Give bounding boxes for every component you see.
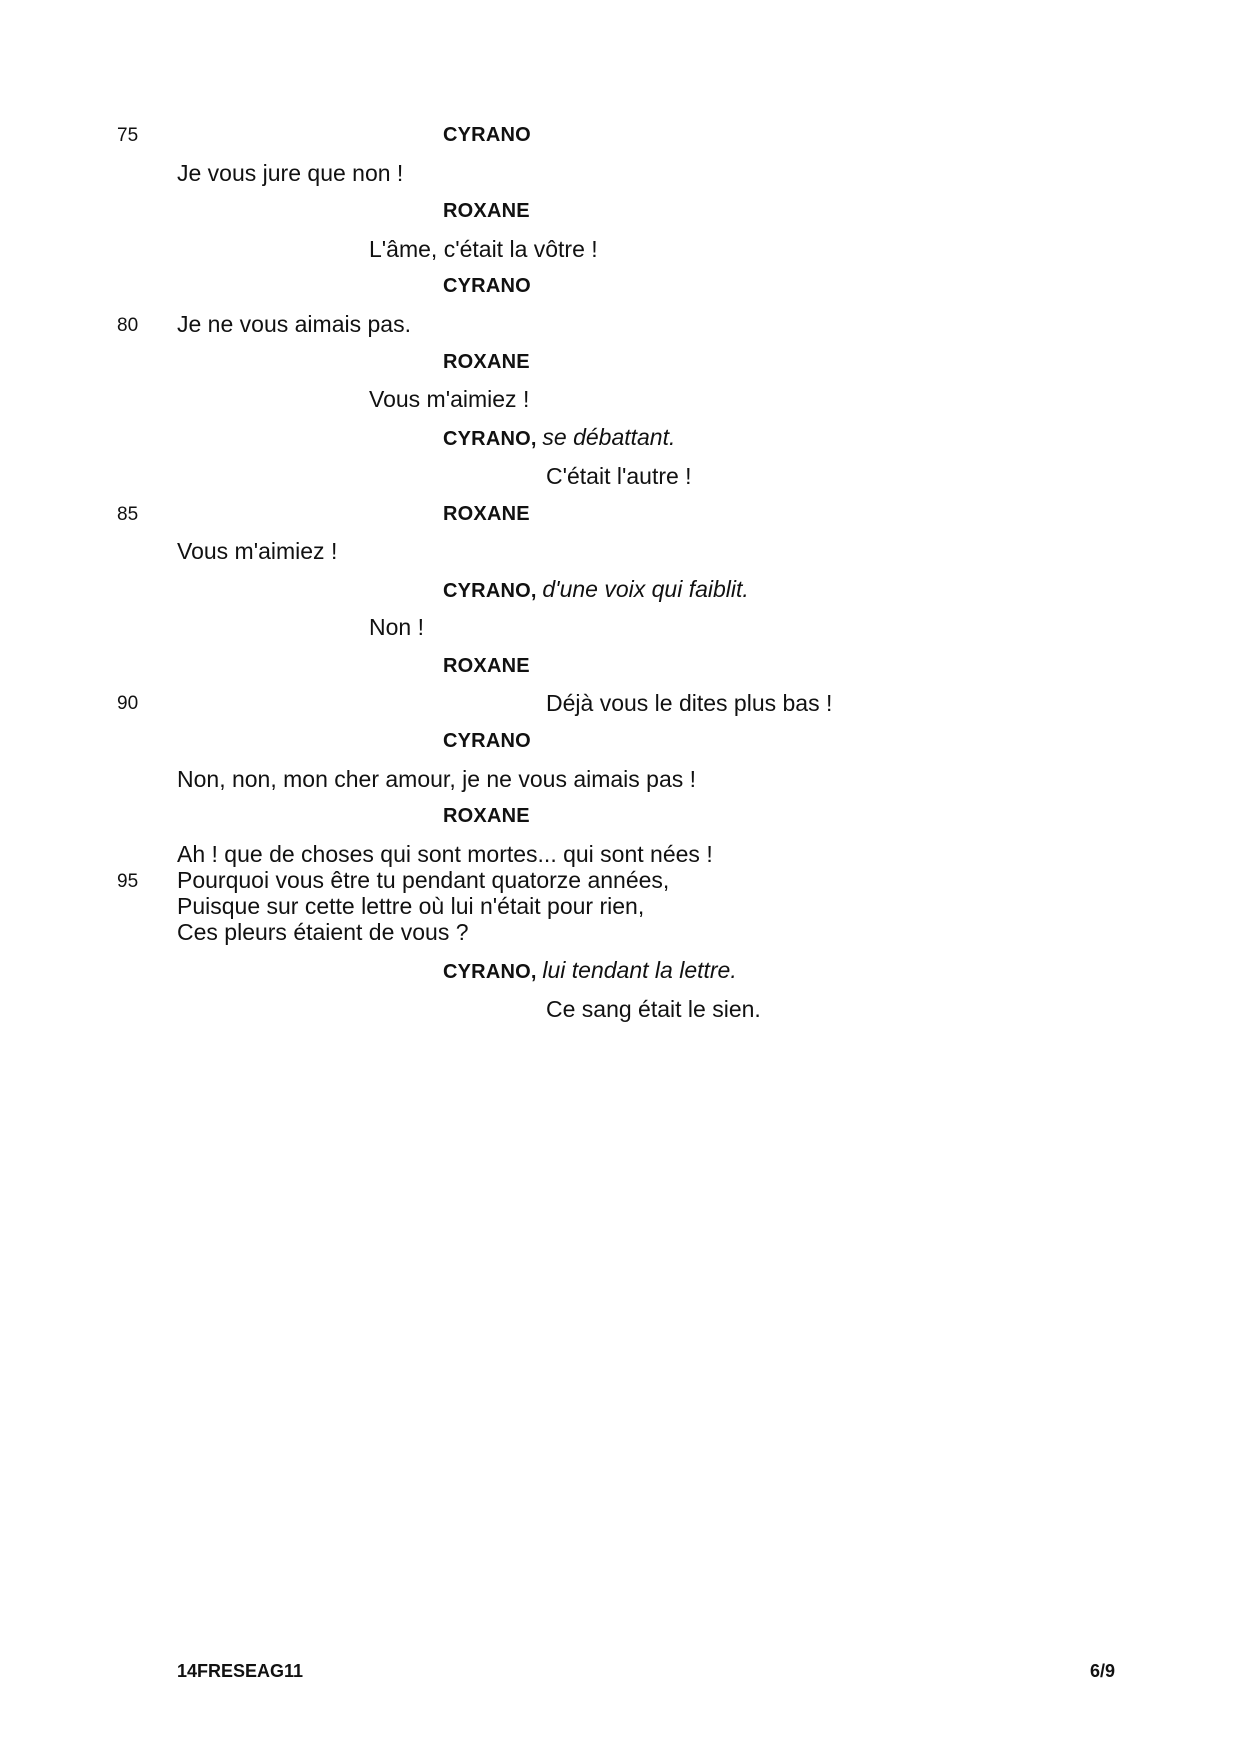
verse-line: Vous m'aimiez ! bbox=[177, 538, 338, 564]
verse-line: Pourquoi vous être tu pendant quatorze années, bbox=[177, 867, 670, 893]
stage-direction: se débattant. bbox=[542, 424, 676, 450]
verse-line: Non, non, mon cher amour, je ne vous aimais pas ! bbox=[177, 766, 697, 792]
speaker-cyrano: CYRANO bbox=[443, 275, 531, 297]
page-number: 6/9 bbox=[1090, 1661, 1116, 1681]
document-code: 14FRESEAG11 bbox=[177, 1661, 304, 1681]
verse-line: Je ne vous aimais pas. bbox=[177, 311, 411, 337]
line-number-75: 75 bbox=[117, 125, 139, 146]
stage-direction: lui tendant la lettre. bbox=[542, 957, 737, 983]
verse-line: Déjà vous le dites plus bas ! bbox=[546, 690, 833, 716]
speaker-cyrano: CYRANO bbox=[443, 730, 531, 752]
verse-block bbox=[177, 841, 713, 945]
verse-line: Puisque sur cette lettre où lui n'était pour rien, bbox=[177, 893, 645, 919]
verse-line: Non ! bbox=[369, 614, 424, 640]
verse-line: L'âme, c'était la vôtre ! bbox=[369, 236, 598, 262]
speaker-cyrano-with-direction: CYRANO, lui tendant la lettre. bbox=[443, 957, 737, 983]
speaker-cyrano: CYRANO bbox=[443, 124, 531, 146]
verse-line: Ce sang était le sien. bbox=[546, 996, 761, 1022]
stage-direction: d'une voix qui faiblit. bbox=[542, 576, 749, 602]
speaker-roxane: ROXANE bbox=[443, 805, 530, 827]
verse-line: Je vous jure que non ! bbox=[177, 160, 404, 186]
speaker-cyrano-with-direction: CYRANO, se débattant. bbox=[443, 424, 676, 450]
speaker-roxane: ROXANE bbox=[443, 503, 530, 525]
verse-line: Vous m'aimiez ! bbox=[369, 386, 530, 412]
line-number-90: 90 bbox=[117, 693, 139, 714]
speaker-name: CYRANO bbox=[443, 428, 531, 450]
verse-line: Ah ! que de choses qui sont mortes... qui sont nées ! bbox=[177, 841, 713, 867]
line-number-95: 95 bbox=[117, 871, 139, 892]
verse-line: Ces pleurs étaient de vous ? bbox=[177, 919, 469, 945]
speaker-roxane: ROXANE bbox=[443, 655, 530, 677]
speaker-roxane: ROXANE bbox=[443, 200, 530, 222]
speaker-roxane: ROXANE bbox=[443, 351, 530, 373]
line-number-85: 85 bbox=[117, 504, 139, 525]
speaker-name: CYRANO bbox=[443, 961, 531, 983]
speaker-name: CYRANO bbox=[443, 580, 531, 602]
speaker-cyrano-with-direction: CYRANO, d'une voix qui faiblit. bbox=[443, 576, 749, 602]
line-number-80: 80 bbox=[117, 315, 139, 336]
verse-line: C'était l'autre ! bbox=[546, 463, 692, 489]
